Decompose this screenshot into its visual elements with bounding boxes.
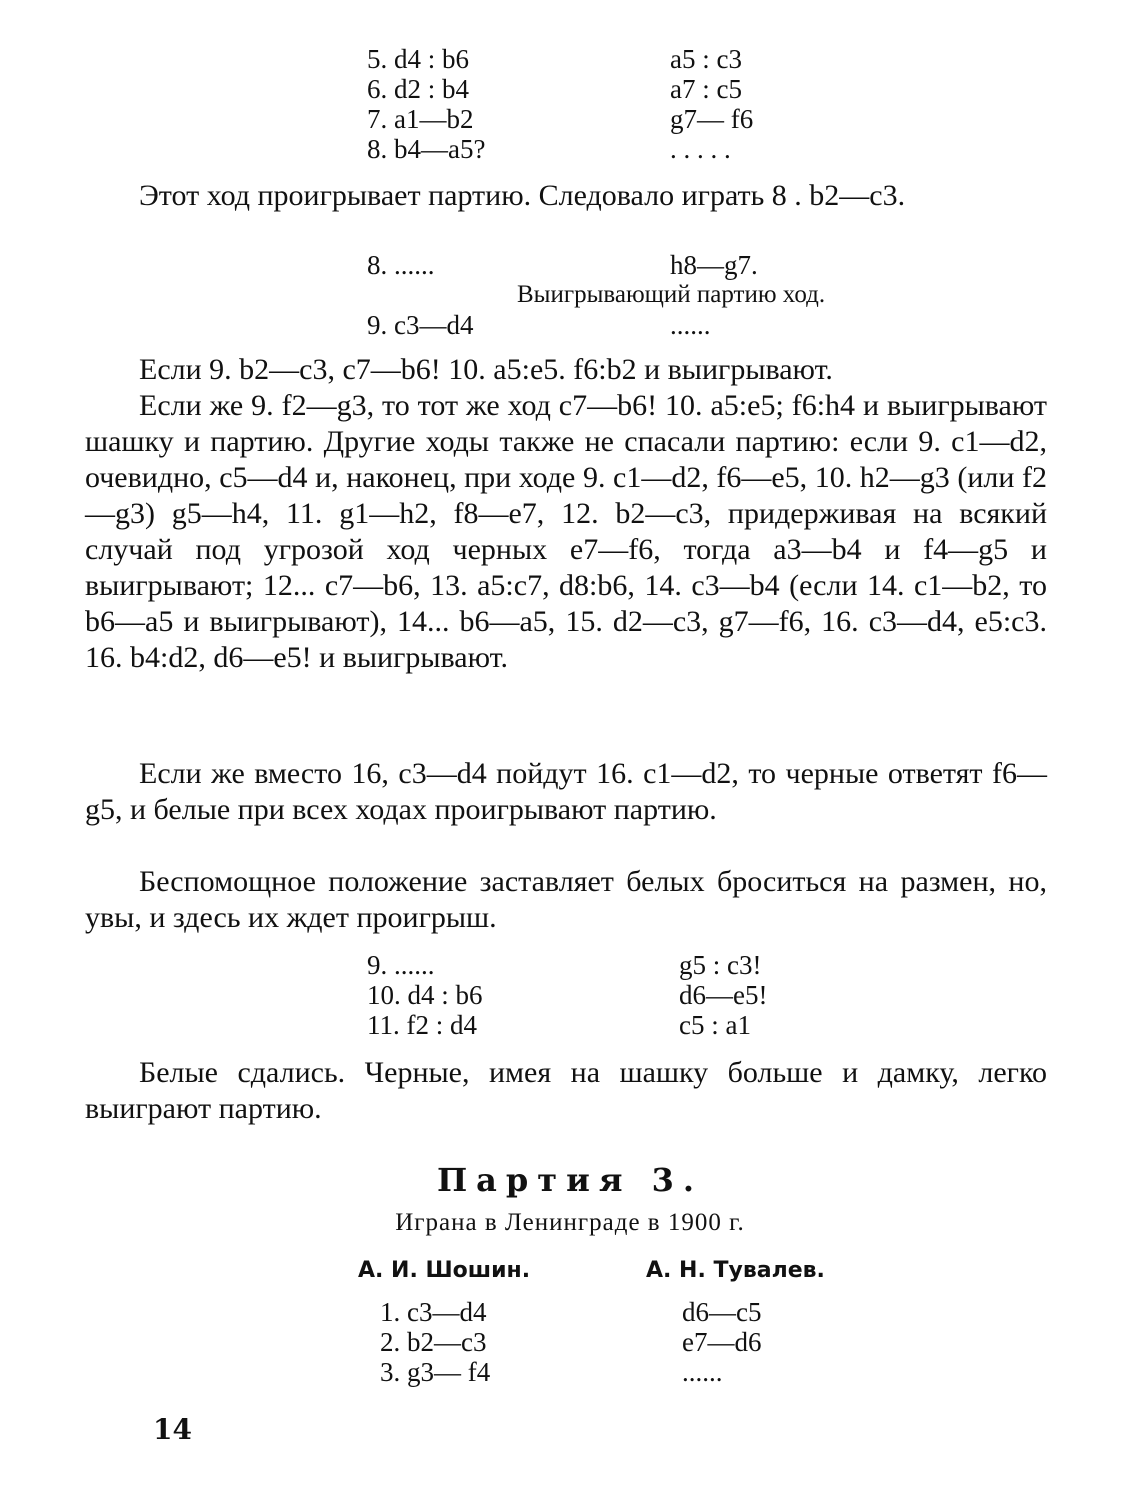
move-row xyxy=(367,980,787,1010)
move-note: Выигрывающий партию ход. xyxy=(517,281,826,308)
white-move: 3. g3— f4 xyxy=(380,1357,491,1387)
black-move: g7— f6 xyxy=(670,104,754,134)
page-number: 14 xyxy=(153,1413,192,1446)
move-list-top xyxy=(367,44,787,164)
move-list-second xyxy=(367,250,927,340)
white-move: 10. d4 : b6 xyxy=(367,980,483,1010)
move-row xyxy=(367,134,787,164)
black-move: d6—c5 xyxy=(682,1297,762,1327)
commentary-text: Если же 9. f2—g3, то тот же ход c7—b6! 10. a5:e5; f6:h4 и выигрывают шашку и партию. Другие ходы также не спасали партию: если 9. c1—d2, очевидно, c5—d4 и, наконец, при ходе 9. c1—d2, f6—e5, 10. h2—g3 (или f2—g3) g5—h4, 11. g1—h2, f8—e7, 12. b2—c3, придерживая на всякий случай под угрозой ход черных e7—f6, тогда a3—b4 и f4—g5 и выигрывают; 12... c7—b6, 13. a5:c7, d8:b6, 14. c3—b4 (если 14. c1—b2, то b6—a5 и выигрывают), 14... b6—a5, 15. d2—c3, g7—f6, 16. c3—d4, e5:c3. 16. b4:d2, d6—e5! и выигрывают. xyxy=(85,389,1047,674)
commentary-paragraph: Белые сдались. Черные, имея на шашку больше и дамку, легко выиграют партию. xyxy=(85,1056,1047,1125)
white-move: 11. f2 : d4 xyxy=(367,1010,477,1040)
black-move: d6—e5! xyxy=(679,980,768,1010)
white-move: 1. c3—d4 xyxy=(380,1297,487,1327)
black-move: . . . . . xyxy=(670,134,731,164)
white-move: 8. b4—a5? xyxy=(367,134,486,164)
white-player-name: А. И. Шошин. xyxy=(358,1258,531,1283)
black-move: e7—d6 xyxy=(682,1327,762,1357)
move-row xyxy=(380,1357,800,1387)
white-move: 7. a1—b2 xyxy=(367,104,474,134)
game-place: Играна в Ленинграде в 1900 г. xyxy=(395,1209,745,1236)
move-row xyxy=(367,74,787,104)
move-list-game xyxy=(380,1297,800,1387)
black-move: a5 : c3 xyxy=(670,44,742,74)
black-move: ...... xyxy=(670,310,711,340)
move-row xyxy=(380,1327,800,1357)
white-move: 9. c3—d4 xyxy=(367,310,474,340)
black-move: c5 : a1 xyxy=(679,1010,751,1040)
move-row xyxy=(380,1297,800,1327)
move-row xyxy=(367,310,927,340)
white-move: 6. d2 : b4 xyxy=(367,74,470,104)
black-move: ...... xyxy=(682,1357,723,1387)
move-note-row xyxy=(367,280,927,310)
white-move: 2. b2—c3 xyxy=(380,1327,487,1357)
commentary-paragraph xyxy=(85,352,1047,676)
commentary-paragraph: Беспомощное положение заставляет белых броситься на размен, но, увы, и здесь их ждет проигрыш. xyxy=(85,865,1047,934)
black-move: h8—g7. xyxy=(670,250,758,280)
move-row xyxy=(367,950,787,980)
white-move: 5. d4 : b6 xyxy=(367,44,470,74)
black-move: a7 : c5 xyxy=(670,74,742,104)
move-row xyxy=(367,1010,787,1040)
commentary-paragraph: Этот ход проигрывает партию. Следовало играть 8 . b2—c3. xyxy=(139,179,906,212)
white-move: 9. ...... xyxy=(367,950,435,980)
white-move: 8. ...... xyxy=(367,250,435,280)
move-row xyxy=(367,250,927,280)
move-row xyxy=(367,104,787,134)
game-title: Партия 3. xyxy=(436,1161,704,1199)
black-player-name: А. Н. Тувалев. xyxy=(646,1258,825,1283)
move-row xyxy=(367,44,787,74)
commentary-text: Если 9. b2—c3, c7—b6! 10. a5:e5. f6:b2 и выигрывают. xyxy=(139,353,833,386)
commentary-paragraph: Если же вместо 16, c3—d4 пойдут 16. c1—d2, то черные ответят f6—g5, и белые при всех ходах проигрывают партию. xyxy=(85,757,1047,826)
black-move: g5 : c3! xyxy=(679,950,762,980)
move-list-third xyxy=(367,950,787,1040)
